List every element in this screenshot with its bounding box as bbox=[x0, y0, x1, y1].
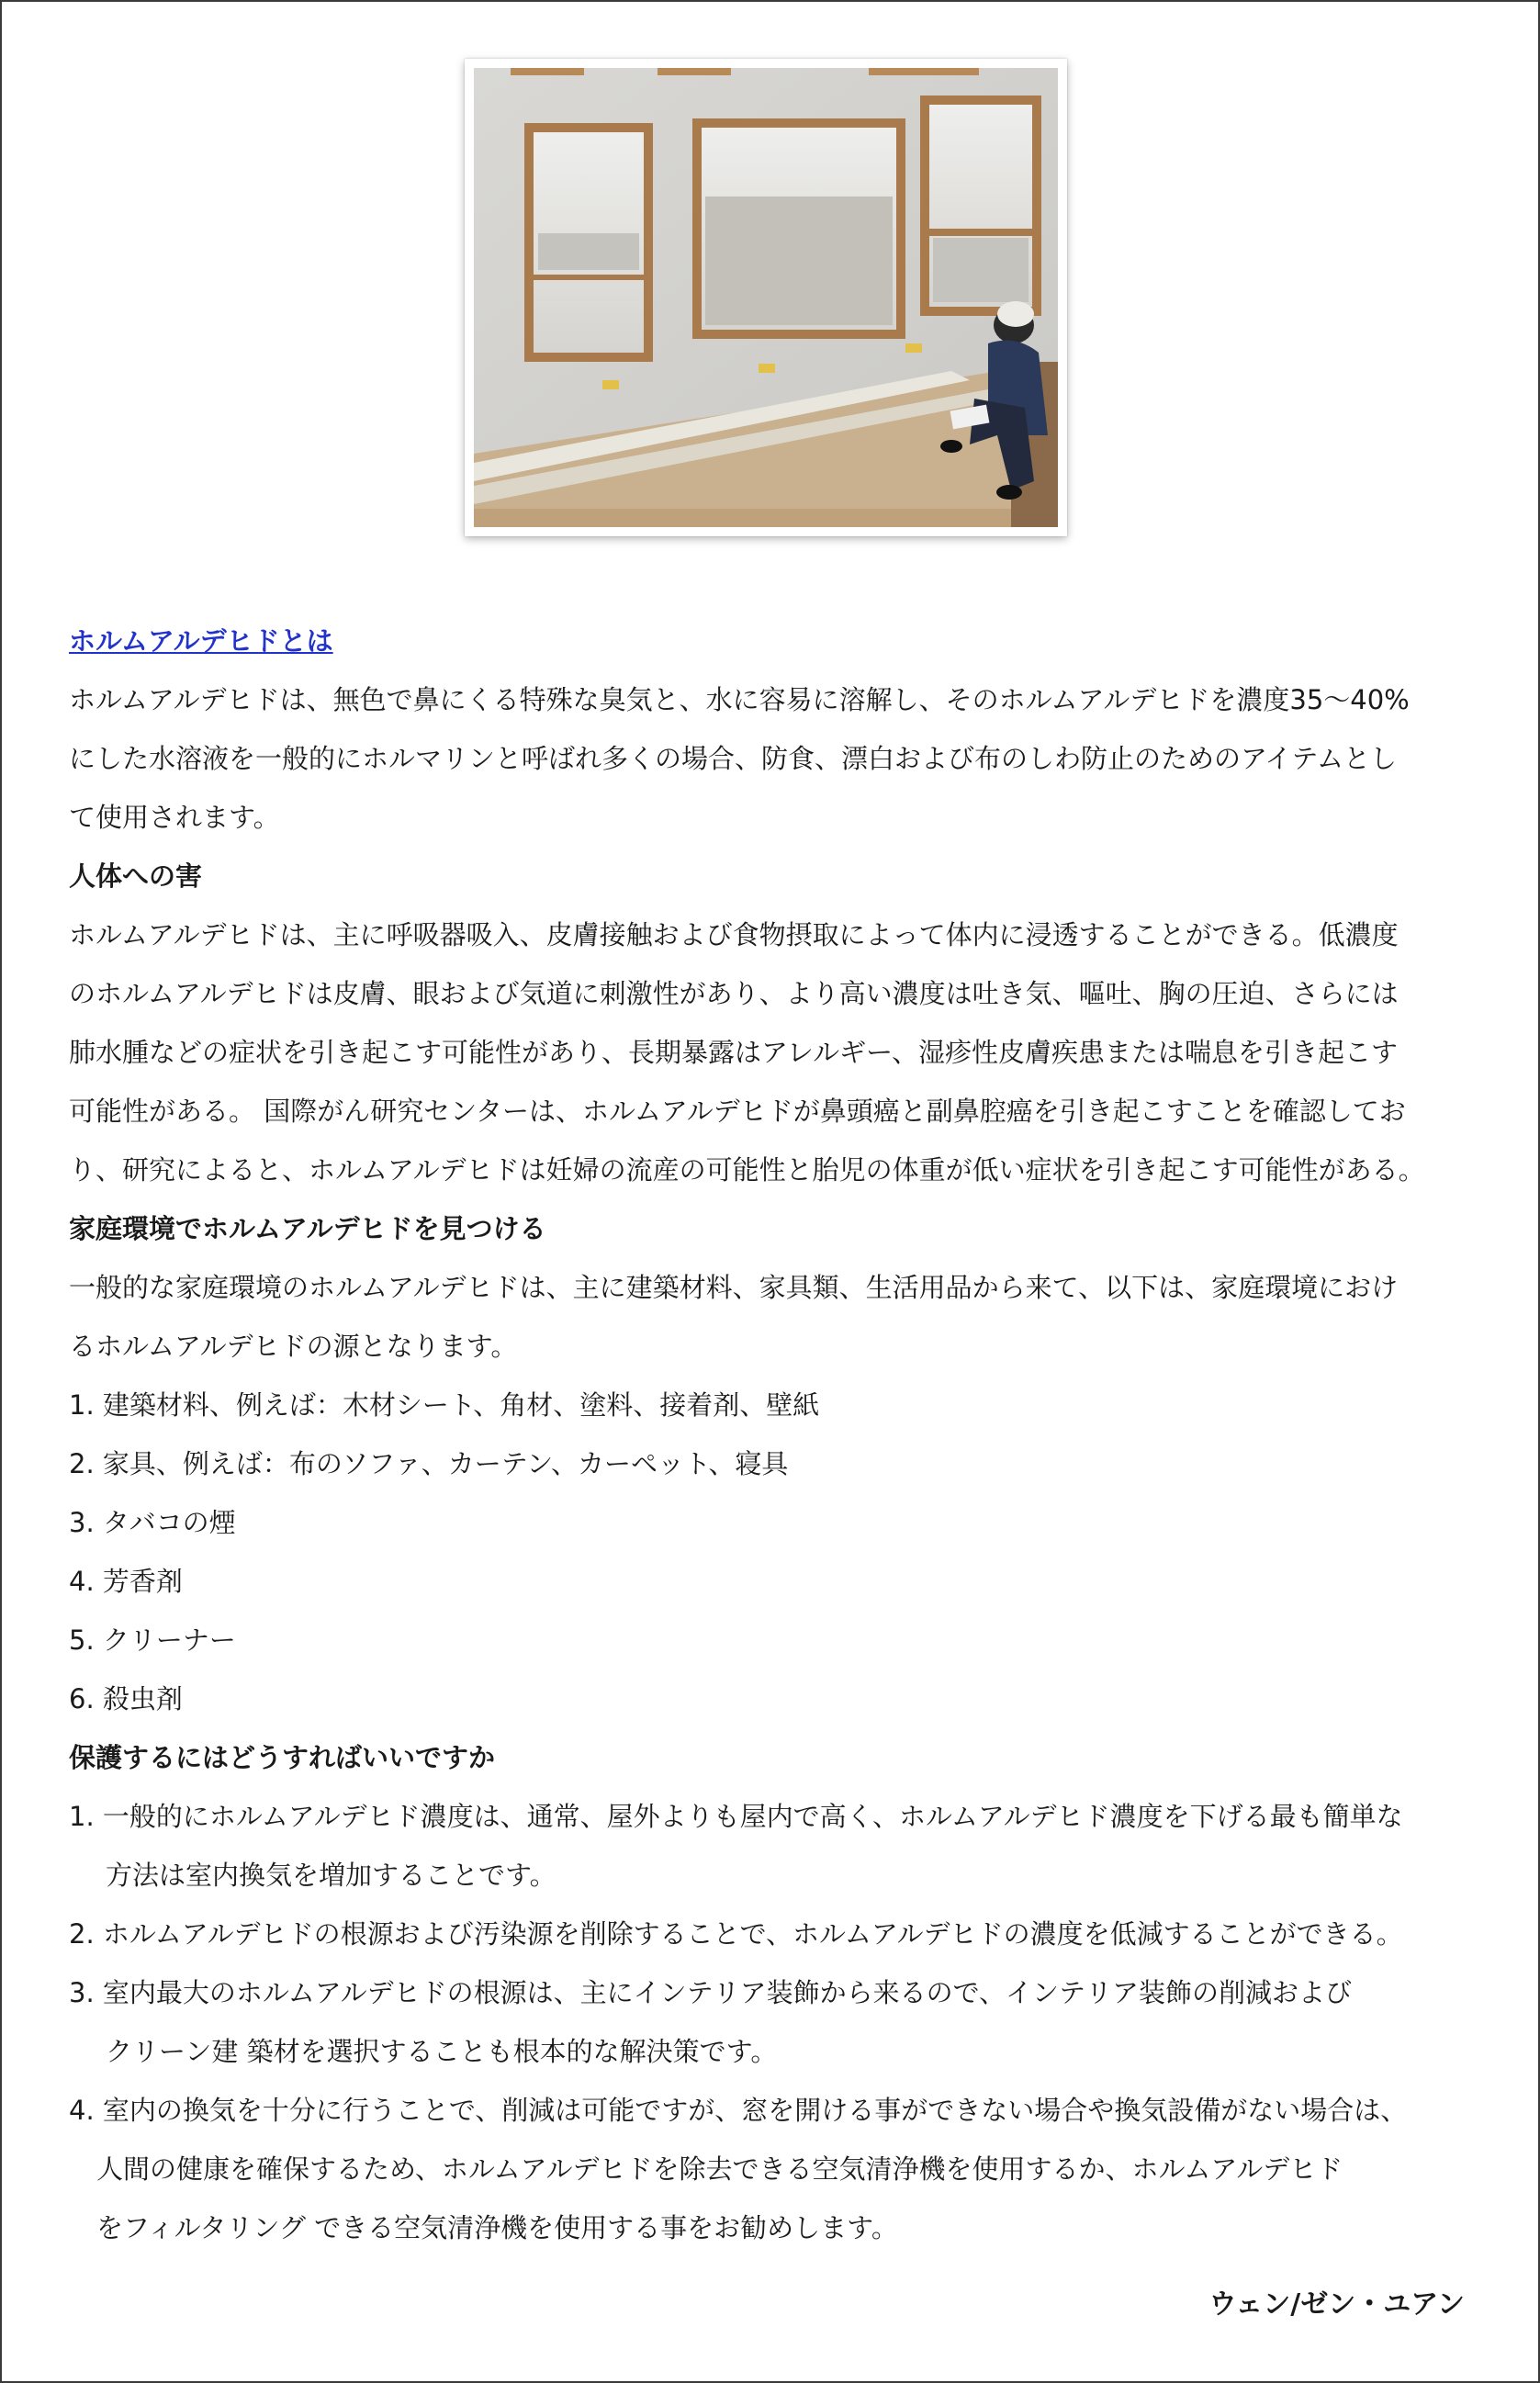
text-line: 可能性がある。 国際がん研究センターは、ホルムアルデヒドが鼻頭癌と副鼻腔癌を引き起こすことを確認してお bbox=[69, 1096, 1406, 1127]
list-item: 1. 建築材料、例えば：木材シート、角材、塗料、接着剤、壁紙 bbox=[69, 1389, 820, 1421]
article-body bbox=[69, 612, 1501, 2257]
text-line: て使用されます。 bbox=[69, 802, 280, 833]
list-item-first-line: 1. 一般的にホルムアルデヒド濃度は、通常、屋外よりも屋内で高く、ホルムアルデヒド濃度を下げる最も簡単な bbox=[69, 1801, 1403, 1832]
list-item bbox=[69, 1905, 1501, 1963]
list-item-first-line: 3. 室内最大のホルムアルデヒドの根源は、主にインテリア装飾から来るので、インテリア装飾の削減および bbox=[69, 1977, 1352, 2008]
list-item-first-line: 4. 室内の換気を十分に行うことで、削減は可能ですが、窓を開ける事ができない場合や換気設備がない場合は、 bbox=[69, 2095, 1408, 2126]
list-item-continuation: をフィルタリング できる空気清浄機を使用する事をお勧めします。 bbox=[96, 2212, 898, 2243]
sources-list bbox=[69, 1376, 1501, 1728]
construction-worker-photo-icon bbox=[474, 68, 1058, 527]
text-line: にした水溶液を一般的にホルマリンと呼ばれ多くの場合、防食、漂白および布のしわ防止のためのアイテムとし bbox=[69, 743, 1397, 774]
list-item-continuation: クリーン建 築材を選択することも根本的な解決策です。 bbox=[106, 2036, 778, 2067]
protect-heading: 保護するにはどうすればいいですか bbox=[69, 1742, 496, 1773]
harm-paragraph bbox=[69, 905, 1501, 1199]
text-line: 肺水腫などの症状を引き起こす可能性があり、長期暴露はアレルギー、湿疹性皮膚疾患または喘息を引き起こす bbox=[69, 1037, 1398, 1068]
list-item-first-line: 2. ホルムアルデヒドの根源および汚染源を削除することで、ホルムアルデヒドの濃度を低減することができる。 bbox=[69, 1918, 1403, 1950]
intro-paragraph bbox=[69, 670, 1501, 847]
list-item: 5. クリーナー bbox=[69, 1624, 236, 1656]
list-item-continuation: 人間の健康を確保するため、ホルムアルデヒドを除去できる空気清浄機を使用するか、ホルムアルデヒド bbox=[96, 2153, 1343, 2185]
list-item: 4. 芳香剤 bbox=[69, 1566, 183, 1597]
list-item bbox=[69, 1963, 1501, 2081]
list-item: 3. タバコの煙 bbox=[69, 1507, 236, 1538]
list-item: 2. 家具、例えば：布のソファ、カーテン、カーペット、寝具 bbox=[69, 1448, 789, 1479]
article-photo bbox=[465, 59, 1067, 536]
list-item bbox=[69, 2081, 1501, 2257]
title-link-text[interactable]: ホルムアルデヒドとは bbox=[69, 625, 333, 657]
text-line: ホルムアルデヒドは、無色で鼻にくる特殊な臭気と、水に容易に溶解し、そのホルムアルデヒドを濃度35～40% bbox=[69, 684, 1410, 715]
home-heading: 家庭環境でホルムアルデヒドを見つける bbox=[69, 1213, 546, 1244]
text-line: り、研究によると、ホルムアルデヒドは妊婦の流産の可能性と胎児の体重が低い症状を引き起こす可能性がある。 bbox=[69, 1154, 1425, 1186]
harm-heading: 人体への害 bbox=[69, 860, 203, 892]
text-line: のホルムアルデヒドは皮膚、眼および気道に刺激性があり、より高い濃度は吐き気、嘔吐、胸の圧迫、さらには bbox=[69, 978, 1399, 1009]
text-line: ホルムアルデヒドは、主に呼吸器吸入、皮膚接触および食物摂取によって体内に浸透することができる。低濃度 bbox=[69, 919, 1399, 950]
text-line: 一般的な家庭環境のホルムアルデヒドは、主に建築材料、家具類、生活用品から来て、以下は、家庭環境におけ bbox=[69, 1272, 1399, 1303]
list-item: 6. 殺虫剤 bbox=[69, 1683, 183, 1714]
author-signature: ウェン/ゼン・ユアン bbox=[1208, 2288, 1465, 2321]
home-paragraph bbox=[69, 1258, 1501, 1376]
list-item-continuation: 方法は室内換気を増加することです。 bbox=[106, 1860, 556, 1891]
article-title-link[interactable] bbox=[69, 612, 1501, 670]
text-line: るホルムアルデヒドの源となります。 bbox=[69, 1331, 518, 1362]
protect-list bbox=[69, 1787, 1501, 2257]
list-item bbox=[69, 1787, 1501, 1905]
